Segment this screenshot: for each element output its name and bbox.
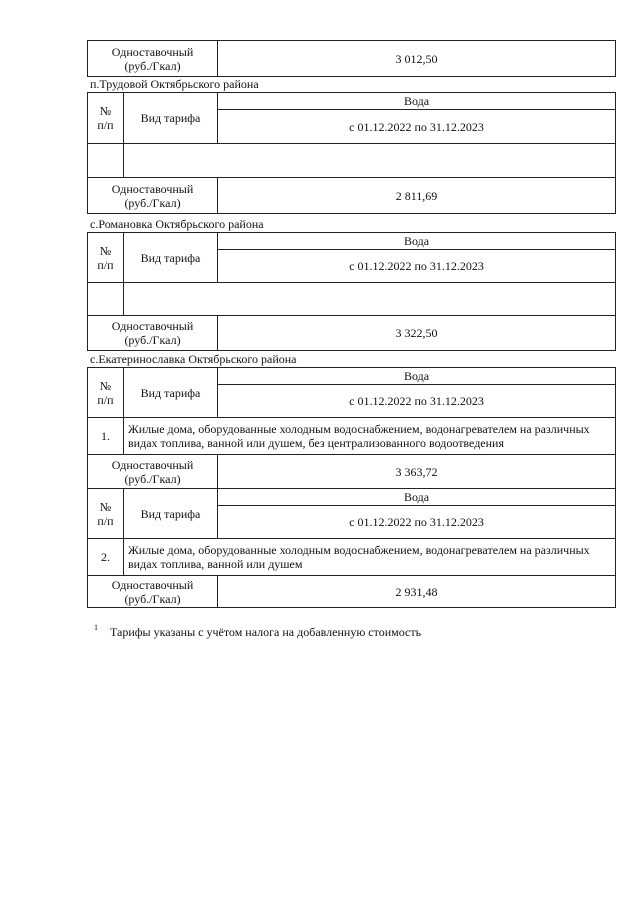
- type-header: Вид тарифа: [124, 489, 218, 539]
- resource-header: Вода: [218, 233, 616, 250]
- tariff-value: 3 012,50: [218, 41, 616, 77]
- tariff-value: 2 931,48: [218, 576, 616, 608]
- footnote: [94, 623, 422, 639]
- num-header: № п/п: [88, 233, 124, 283]
- tariff-value: 3 363,72: [218, 455, 616, 489]
- tariff-label: Одноставочный (руб./Гкал): [88, 455, 218, 489]
- num-header: № п/п: [88, 489, 124, 539]
- tariff-table: [87, 367, 616, 608]
- row-description: Жилые дома, оборудованные холодным водоснабжением, водонагревателем на различных видах топлива, ванной или душем, без централизованного водоотведения: [124, 418, 616, 455]
- period-header: с 01.12.2022 по 31.12.2023: [218, 506, 616, 539]
- resource-header: Вода: [218, 368, 616, 385]
- row-number: 1.: [88, 418, 124, 455]
- row-number: 2.: [88, 539, 124, 576]
- tariff-table: [87, 232, 616, 351]
- period-header: с 01.12.2022 по 31.12.2023: [218, 250, 616, 283]
- row-description: Жилые дома, оборудованные холодным водоснабжением, водонагревателем на различных видах топлива, ванной или душем: [124, 539, 616, 576]
- locality-caption: с.Романовка Октябрьского района: [90, 217, 264, 231]
- resource-header: Вода: [218, 93, 616, 110]
- tariff-value: 3 322,50: [218, 316, 616, 351]
- tariff-table: [87, 92, 616, 214]
- num-header: № п/п: [88, 368, 124, 418]
- footnote-text: Тарифы указаны с учётом налога на добавленную стоимость: [110, 625, 422, 639]
- tariff-label: Одноставочный (руб./Гкал): [88, 178, 218, 214]
- tariff-label: Одноставочный (руб./Гкал): [88, 41, 218, 77]
- period-header: с 01.12.2022 по 31.12.2023: [218, 385, 616, 418]
- empty-cell: [88, 283, 124, 316]
- locality-caption: п.Трудовой Октябрьского района: [90, 77, 259, 91]
- tariff-label: Одноставочный (руб./Гкал): [88, 316, 218, 351]
- empty-cell: [124, 283, 616, 316]
- num-header: № п/п: [88, 93, 124, 144]
- tariff-value: 2 811,69: [218, 178, 616, 214]
- type-header: Вид тарифа: [124, 233, 218, 283]
- type-header: Вид тарифа: [124, 93, 218, 144]
- resource-header: Вода: [218, 489, 616, 506]
- tariff-table-top: [87, 40, 616, 77]
- period-header: с 01.12.2022 по 31.12.2023: [218, 110, 616, 144]
- empty-cell: [88, 144, 124, 178]
- footnote-mark: 1: [94, 623, 98, 632]
- empty-cell: [124, 144, 616, 178]
- type-header: Вид тарифа: [124, 368, 218, 418]
- locality-caption: с.Екатеринославка Октябрьского района: [90, 352, 297, 366]
- tariff-label: Одноставочный (руб./Гкал): [88, 576, 218, 608]
